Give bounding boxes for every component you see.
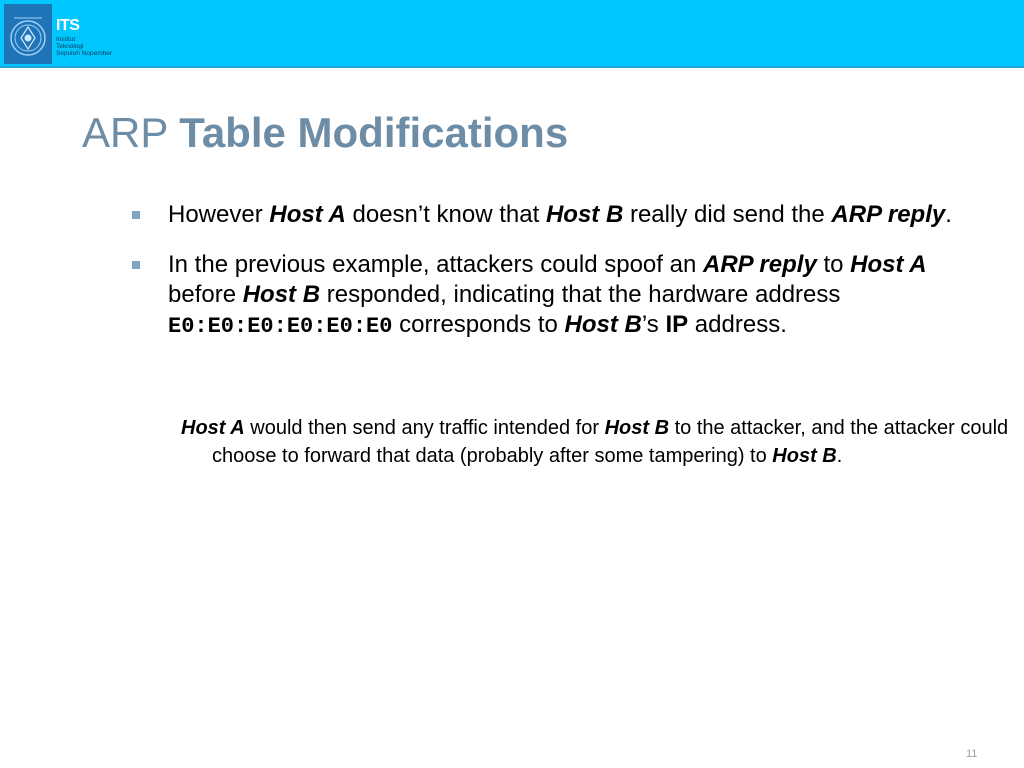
square-bullet-icon: [132, 261, 140, 269]
host-a-term: Host A: [269, 201, 346, 228]
slide-title: [82, 108, 568, 158]
bullet-text: .: [945, 201, 952, 228]
bullet-text: to: [816, 251, 851, 278]
logo-line-institut: Institut: [56, 36, 76, 43]
logo-abbreviation: ITS: [56, 17, 80, 34]
host-b-term: Host B: [564, 311, 642, 338]
logo-line-sepuluh-nopember: Sepuluh Nopember: [56, 50, 113, 57]
bullet-item: [130, 200, 960, 230]
page-number: 11: [966, 748, 978, 760]
host-b-term: Host B: [604, 417, 670, 439]
sub-bullet: [181, 414, 1022, 470]
bullet-text: really did send the: [623, 201, 832, 228]
bullet-text: doesn’t know that: [345, 201, 546, 228]
its-wordmark: [56, 18, 146, 64]
bullet-text: ’s: [641, 311, 666, 338]
square-bullet-icon: [132, 211, 140, 219]
bullet-text: responded, indicating that the hardware address: [320, 281, 841, 308]
header-bar: [0, 0, 1024, 68]
its-emblem-icon: [4, 4, 52, 64]
bullet-text: However: [168, 201, 270, 228]
sub-bullet-text: to the attacker, and the attacker could choose to forward that data (probably after some tampering) to: [212, 417, 1009, 467]
host-b-term: Host B: [242, 281, 321, 308]
host-a-term: Host A: [850, 251, 927, 278]
its-emblem-logo: [4, 4, 52, 64]
bullet-item: [130, 250, 960, 342]
bullet-list: [130, 200, 960, 342]
mac-address: E0:E0:E0:E0:E0:E0: [168, 314, 393, 339]
bullet-text: In the previous example, attackers could spoof an: [168, 251, 703, 278]
arp-reply-term: ARP reply: [831, 201, 946, 228]
host-b-term: Host B: [772, 445, 837, 467]
arp-reply-term: ARP reply: [702, 251, 817, 278]
slide-title-normal: ARP: [82, 109, 168, 156]
logo-line-teknologi: Teknologi: [56, 43, 84, 50]
slide-title-bold: Table Modifications: [179, 109, 569, 156]
host-a-term: Host A: [181, 417, 245, 439]
sub-bullet-text: would then send any traffic intended for: [244, 417, 605, 439]
bullet-text: before: [168, 281, 243, 308]
bullet-text: address.: [688, 311, 787, 338]
host-b-term: Host B: [545, 201, 624, 228]
ip-term: IP: [665, 311, 689, 338]
sub-bullet-text: .: [836, 445, 843, 467]
bullet-text: corresponds to: [392, 311, 565, 338]
